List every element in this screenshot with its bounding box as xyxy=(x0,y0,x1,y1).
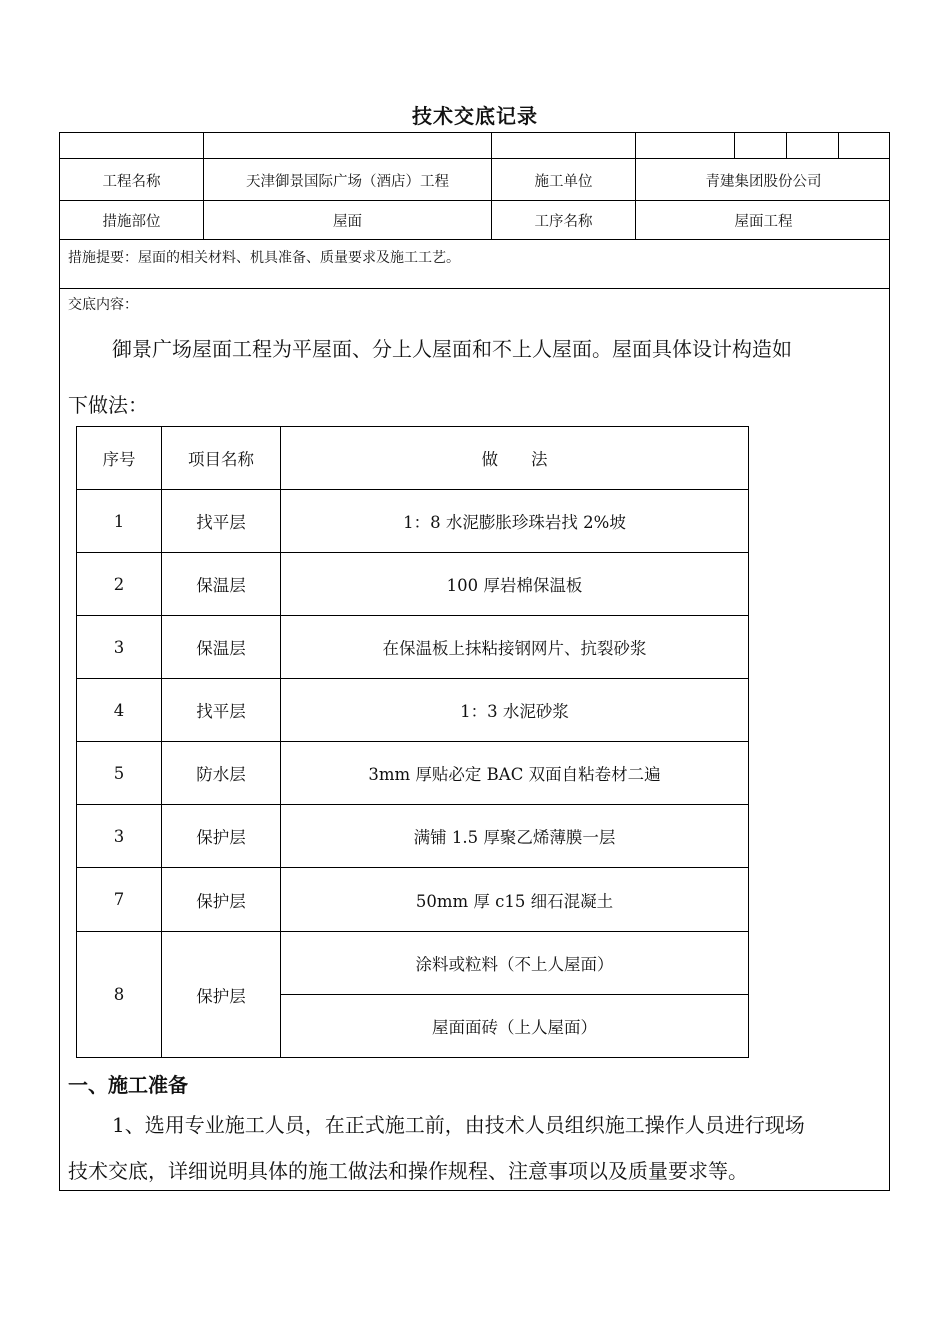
layer-table xyxy=(76,426,749,1058)
intro-paragraph-line1: 御景广场屋面工程为平屋面、分上人屋面和不上人屋面。屋面具体设计构造如 xyxy=(112,337,792,361)
row-no: 1 xyxy=(113,511,125,531)
measure-summary: 措施提要：屋面的相关材料、机具准备、质量要求及施工工艺。 xyxy=(68,250,460,266)
row-item: 找平层 xyxy=(196,702,246,721)
row-method: 100 厚岩棉保温板 xyxy=(446,576,583,595)
row-no: 2 xyxy=(113,574,125,594)
row-method: 在保温板上抹粘接钢网片、抗裂砂浆 xyxy=(382,639,647,658)
process-name-label: 工序名称 xyxy=(534,213,593,230)
measure-part-label: 措施部位 xyxy=(102,213,161,230)
divider xyxy=(838,133,839,159)
row-item: 保护层 xyxy=(196,828,246,847)
contractor-label: 施工单位 xyxy=(534,173,593,190)
divider xyxy=(60,288,889,289)
row-item: 保护层 xyxy=(196,891,246,911)
project-name-value: 天津御景国际广场（酒店）工程 xyxy=(246,173,449,190)
row-method: 涂料或粒料（不上人屋面） xyxy=(415,955,614,974)
divider xyxy=(60,239,889,240)
divider xyxy=(60,158,889,159)
row-method: 50mm 厚 c15 细石混凝土 xyxy=(415,891,614,911)
row-item: 保温层 xyxy=(196,639,246,658)
row-method: 满铺 1.5 厚聚乙烯薄膜一层 xyxy=(413,828,616,847)
divider xyxy=(734,133,735,159)
row-no: 4 xyxy=(113,700,125,720)
divider xyxy=(786,133,787,159)
row-no: 3 xyxy=(113,826,125,846)
intro-paragraph-line2: 下做法： xyxy=(68,393,148,417)
section-paragraph-line2: 技术交底，详细说明具体的施工做法和操作规程、注意事项以及质量要求等。 xyxy=(68,1159,748,1183)
row-method: 1：8 水泥膨胀珍珠岩找 2%坡 xyxy=(403,513,626,532)
section-heading: 一、施工准备 xyxy=(68,1073,188,1097)
row-no: 3 xyxy=(113,637,125,657)
row-item: 保温层 xyxy=(196,576,246,595)
row-no: 8 xyxy=(113,985,125,1004)
row-item: 找平层 xyxy=(196,513,246,532)
row-item: 保护层 xyxy=(196,986,246,1006)
record-form xyxy=(59,132,890,1191)
document-title: 技术交底记录 xyxy=(412,104,538,128)
contractor-value: 青建集团股份公司 xyxy=(705,173,822,190)
measure-part-value: 屋面 xyxy=(333,213,362,230)
header-item: 项目名称 xyxy=(188,450,254,469)
process-name-value: 屋面工程 xyxy=(734,213,793,230)
row-method: 1：3 水泥砂浆 xyxy=(460,702,569,721)
content-label: 交底内容： xyxy=(68,297,138,313)
header-method: 做 法 xyxy=(481,450,548,469)
row-item: 防水层 xyxy=(196,765,246,784)
row-method: 3mm 厚贴必定 BAC 双面自粘卷材二遍 xyxy=(368,765,661,784)
project-name-label: 工程名称 xyxy=(102,173,161,190)
row-no: 7 xyxy=(113,890,125,909)
header-no: 序号 xyxy=(102,450,136,469)
row-no: 5 xyxy=(113,763,125,783)
section-paragraph-line1: 1、选用专业施工人员，在正式施工前，由技术人员组织施工操作人员进行现场 xyxy=(112,1113,805,1137)
row-method: 屋面面砖（上人屋面） xyxy=(432,1018,597,1037)
